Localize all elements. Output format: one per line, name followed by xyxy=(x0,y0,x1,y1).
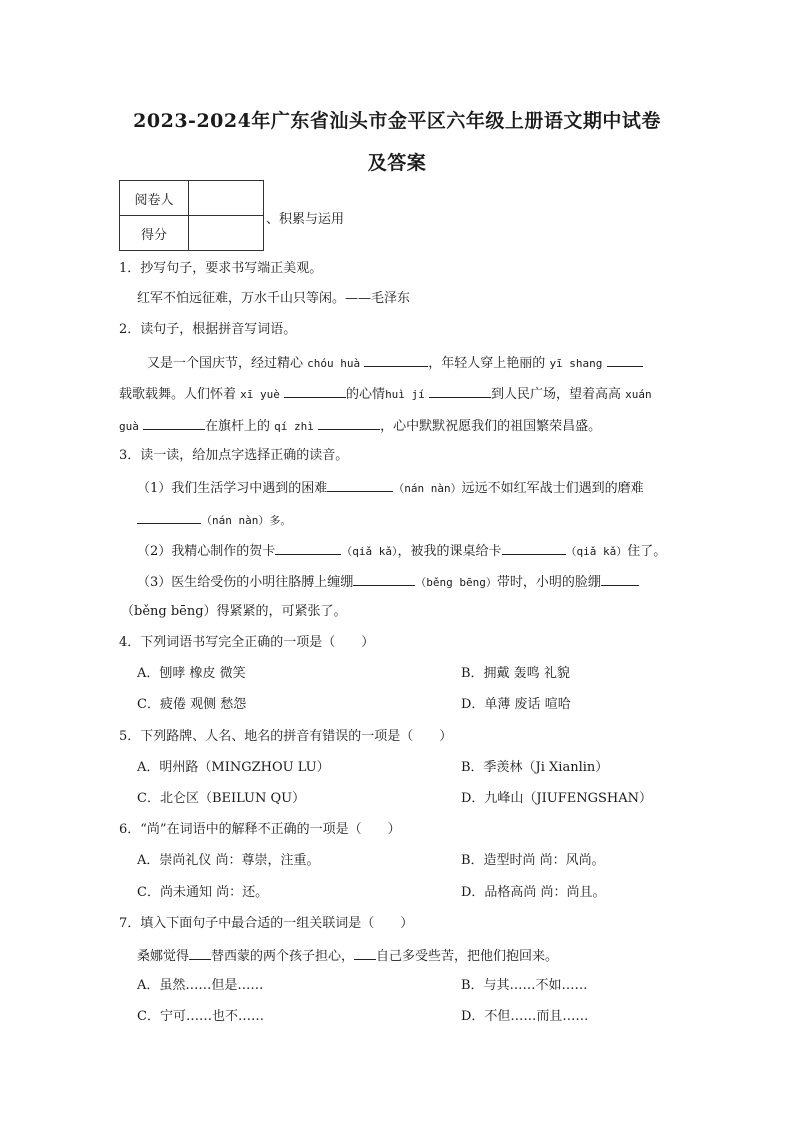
answer-blank[interactable] xyxy=(354,946,376,960)
pinyin-options: （qiǎ kǎ） xyxy=(565,545,628,558)
pinyin: xuán xyxy=(625,388,652,401)
q4-option-b[interactable]: B．拥戴 轰鸣 礼貌 xyxy=(461,666,570,681)
q3-text: （1）我们生活学习中遇到的困难 xyxy=(137,481,328,496)
q3-item3 xyxy=(137,572,639,592)
q2-text: ，心中默默祝愿我们的祖国繁荣昌盛。 xyxy=(380,419,602,434)
q3-item1-cont xyxy=(137,510,291,530)
q1-stem: 1．抄写句子，要求书写端正美观。 xyxy=(119,261,323,276)
q6-option-a[interactable]: A．崇尚礼仪 尚：尊崇，注重。 xyxy=(137,853,320,868)
q5-option-b[interactable]: B．季羡林（Ji Xianlin） xyxy=(461,760,609,775)
q2-line2 xyxy=(119,384,652,404)
q3-item2 xyxy=(137,541,666,561)
q3-text: （2）我精心制作的贺卡 xyxy=(137,544,276,559)
answer-blank[interactable] xyxy=(275,541,341,555)
q2-text: 又是一个国庆节，经过精心 xyxy=(147,356,304,371)
pinyin-options: （qiǎ kǎ） xyxy=(341,545,398,558)
pinyin: guà xyxy=(119,420,139,433)
q7-text: 替西蒙的两个孩子担心， xyxy=(211,949,355,964)
answer-blank[interactable] xyxy=(601,572,639,586)
q3-item3-cont xyxy=(121,603,347,621)
q3-text: 远远不如红军战士们遇到的磨难 xyxy=(461,481,644,496)
pinyin-options: （běng bēng） xyxy=(415,576,497,589)
q2-text: 载歌载舞。人们怀着 xyxy=(119,387,237,402)
score-cell xyxy=(189,216,264,251)
answer-blank[interactable] xyxy=(137,510,201,524)
q7-option-d[interactable]: D．不但……而且…… xyxy=(461,1009,589,1024)
q5-stem: 5．下列路牌、人名、地名的拼音有错误的一项是（ ） xyxy=(119,729,453,744)
q7-option-b[interactable]: B．与其……不如…… xyxy=(461,978,588,993)
pinyin: yī shang xyxy=(549,357,603,370)
q6-option-c[interactable]: C．尚未通知 尚：还。 xyxy=(137,885,269,900)
pinyin-options: （nán nàn）多。 xyxy=(201,514,292,527)
answer-blank[interactable] xyxy=(318,416,380,430)
reviewer-label: 阅卷人 xyxy=(120,181,189,216)
q2-line3 xyxy=(119,416,601,436)
q3-stem: 3．读一读，给加点字选择正确的读音。 xyxy=(119,448,349,463)
q3-item1 xyxy=(137,478,644,498)
answer-blank[interactable] xyxy=(143,416,205,430)
q5-option-c[interactable]: C．北仑区（BEILUN QU） xyxy=(137,791,306,806)
q3-text: （běng bēng）得紧紧的，可紧张了。 xyxy=(121,604,347,619)
page-title-continued: 及答案 xyxy=(367,152,427,174)
answer-blank[interactable] xyxy=(284,384,346,398)
q4-stem: 4．下列词语书写完全正确的一项是（ ） xyxy=(119,635,375,650)
section-title: 、积累与运用 xyxy=(266,212,345,227)
q7-text: 自己多受些苦，把他们抱回来。 xyxy=(376,949,559,964)
pinyin: xī yuè xyxy=(240,388,280,401)
q2-text: 到人民广场，望着高高 xyxy=(490,387,621,402)
q1-sentence: 红军不怕远征难，万水千山只等闲。——毛泽东 xyxy=(137,291,411,306)
q2-line1 xyxy=(147,353,643,373)
q3-text: 带时，小明的脸绷 xyxy=(496,575,601,590)
q4-option-a[interactable]: A．刨哮 橡皮 微笑 xyxy=(137,666,246,681)
answer-blank[interactable] xyxy=(327,478,393,492)
q3-text: ，被我的课桌给卡 xyxy=(397,544,502,559)
pinyin-options: （nán nàn） xyxy=(393,482,462,495)
page-title: 2023-2024年广东省汕头市金平区六年级上册语文期中试卷 xyxy=(133,110,661,132)
q2-text: 的心情 xyxy=(346,387,386,402)
q7-option-c[interactable]: C．宁可……也不…… xyxy=(137,1009,264,1024)
answer-blank[interactable] xyxy=(429,384,491,398)
q6-option-d[interactable]: D．品格高尚 尚：尚且。 xyxy=(461,885,606,900)
q4-option-c[interactable]: C．疲倦 观侧 愁怨 xyxy=(137,697,247,712)
q7-option-a[interactable]: A．虽然……但是…… xyxy=(137,978,264,993)
answer-blank[interactable] xyxy=(189,946,211,960)
score-table xyxy=(119,180,264,251)
q7-text: 桑娜觉得 xyxy=(137,949,190,964)
q2-stem: 2．读句子，根据拼音写词语。 xyxy=(119,322,297,337)
pinyin: chóu huà xyxy=(307,357,361,370)
pinyin: qí zhì xyxy=(274,420,314,433)
score-label: 得分 xyxy=(120,216,189,251)
answer-blank[interactable] xyxy=(607,353,643,367)
q4-option-d[interactable]: D．单薄 废话 喧哈 xyxy=(461,697,571,712)
q7-stem: 7．填入下面句子中最合适的一组关联词是（ ） xyxy=(119,916,414,931)
pinyin: huì jí xyxy=(385,388,425,401)
q2-text: ，年轻人穿上艳丽的 xyxy=(428,356,546,371)
q7-sentence xyxy=(137,946,558,966)
answer-blank[interactable] xyxy=(364,353,428,367)
q3-text: （3）医生给受伤的小明往胳膊上缠绷 xyxy=(137,575,354,590)
q6-option-b[interactable]: B．造型时尚 尚：风尚。 xyxy=(461,853,605,868)
answer-blank[interactable] xyxy=(353,572,415,586)
q3-text: 住了。 xyxy=(627,544,667,559)
q2-text: 在旗杆上的 xyxy=(205,419,271,434)
q5-option-a[interactable]: A．明州路（MINGZHOU LU） xyxy=(137,760,330,775)
q5-option-d[interactable]: D．九峰山（JIUFENGSHAN） xyxy=(461,791,653,806)
reviewer-cell xyxy=(189,181,264,216)
answer-blank[interactable] xyxy=(502,541,566,555)
q6-stem: 6．“尚”在词语中的解释不正确的一项是（ ） xyxy=(119,822,401,837)
